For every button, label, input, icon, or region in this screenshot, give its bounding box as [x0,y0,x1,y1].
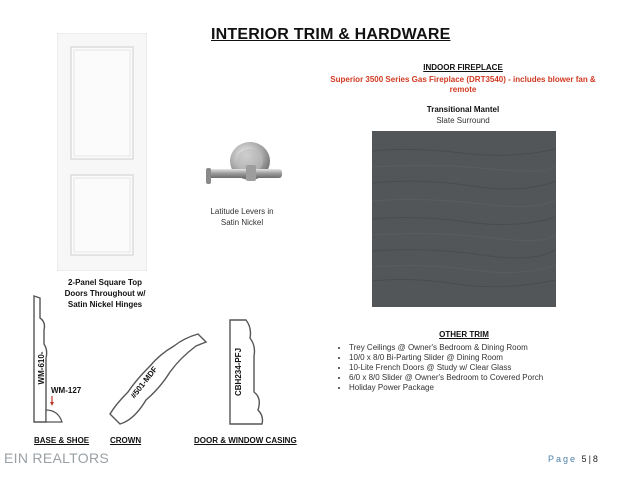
door-caption-line: Satin Nickel Hinges [67,300,143,309]
base-shoe-label: BASE & SHOE [34,436,90,445]
crown-code-label: #501-MDF [128,364,160,401]
page-word: Page [548,454,578,464]
page-separator: | [588,454,593,464]
molding-profiles [0,290,310,430]
shoe-molding-profile [46,410,62,422]
crown-molding-profile [110,334,206,424]
slate-swatch-image [372,131,556,307]
mantel-label: Transitional Mantel [426,105,500,114]
list-item: • 6/0 x 8/0 Slider @ Owner's Bedroom to Covered Porch [349,373,619,383]
door-lever-image [198,135,288,199]
casing-code-label: CBH234-PFJ [234,347,243,397]
shoe-code-label: WM-127 [51,386,82,395]
page-total: 8 [592,454,600,464]
surround-label: Slate Surround [436,116,490,125]
list-item: • Trey Ceilings @ Owner's Bedroom & Dining Room [349,343,619,353]
page-title: INTERIOR TRIM & HARDWARE [211,26,451,43]
interior-door-image [57,33,147,271]
other-trim-list [336,343,619,393]
list-item: • 10/0 x 8/0 Bi-Parting Slider @ Dining Room [349,353,619,363]
door-caption-line: 2-Panel Square Top [67,278,143,287]
fireplace-description: Superior 3500 Series Gas Fireplace (DRT3540) - includes blower fan & remote [330,75,596,94]
lever-caption [190,206,294,228]
door-caption-line: Doors Throughout w/ [64,289,146,298]
brand-logo-text: EIN REALTORS [4,450,109,466]
base-code-label: WM-610- [37,351,46,385]
crown-label: CROWN [110,436,142,445]
list-item: • 10-Lite French Doors @ Study w/ Clear Glass [349,363,619,373]
other-trim-heading: OTHER TRIM [439,330,489,339]
lever-caption-line: Latitude Levers in [210,207,274,216]
casing-label: DOOR & WINDOW CASING [194,436,297,445]
page-number [548,454,600,464]
list-item: • Holiday Power Package [349,383,619,393]
lever-caption-line: Satin Nickel [220,218,264,227]
page-current: 5 [581,454,589,464]
fireplace-heading: INDOOR FIREPLACE [423,63,503,72]
